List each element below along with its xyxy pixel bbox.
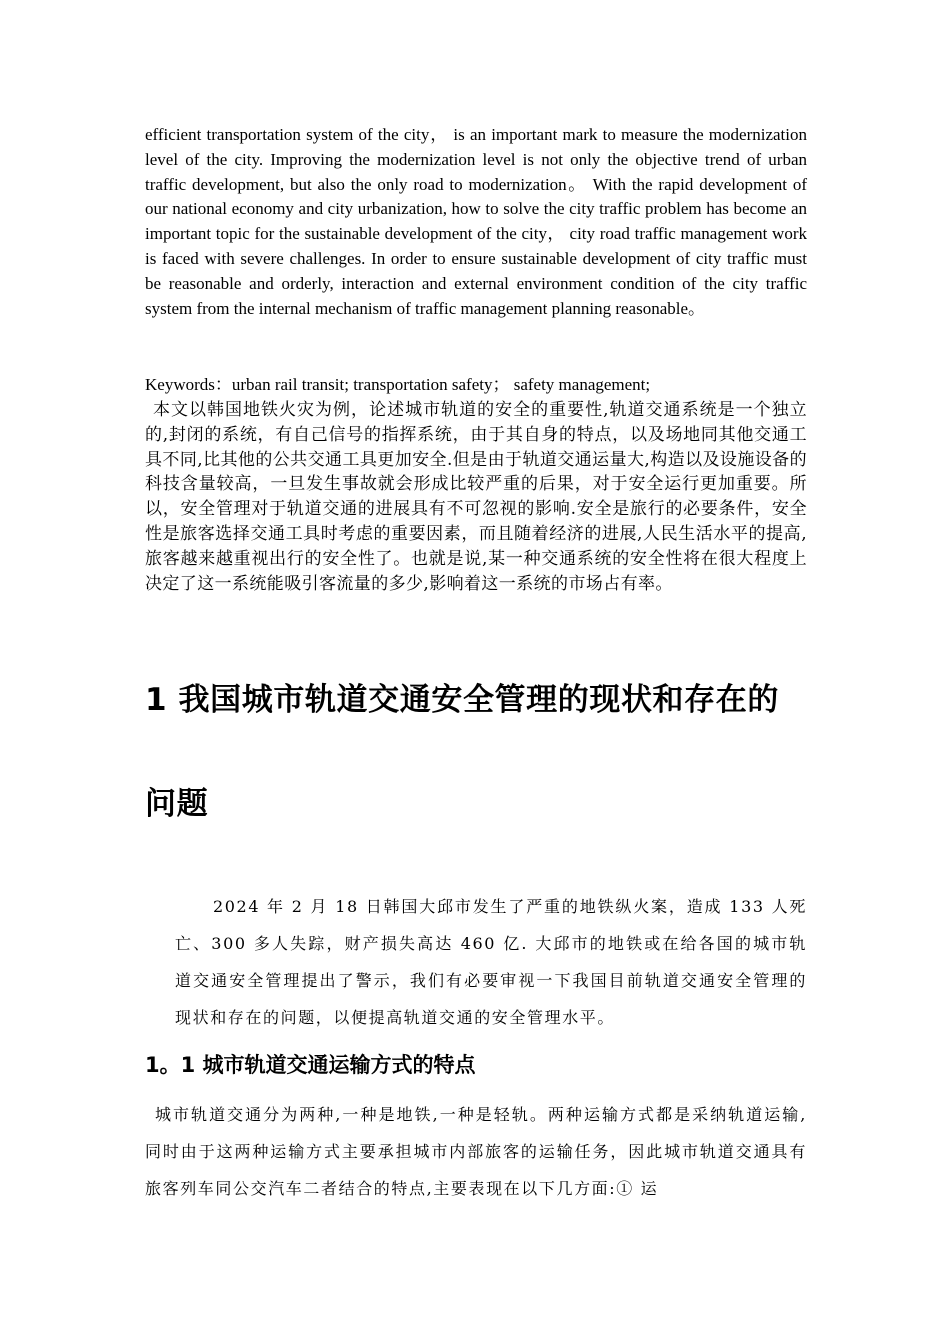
section-1-heading: 1 我国城市轨道交通安全管理的现状和存在的问题	[145, 682, 779, 822]
section-1-paragraph: 2024 年 2 月 18 日韩国大邱市发生了严重的地铁纵火案，造成 133 人死亡、300 多人失踪，财产损失高达 460 亿. 大邱市的地铁或在给各国的城市轨道交通安全管理提出了警示，我们有必要审视一下我国目前轨道交通安全管理的现状和存在的问题，以便提高轨道交通的安全管理水平。	[175, 897, 807, 1027]
section-1-1-heading: 1。1 城市轨道交通运输方式的特点	[145, 1053, 476, 1077]
chinese-introduction: 本文以韩国地铁火灾为例，论述城市轨道的安全的重要性,轨道交通系统是一个独立的,封闭的系统，有自己信号的指挥系统，由于其自身的特点，以及场地同其他交通工具不同,比其他的公共交通工具更加安全.但是由于轨道交通运量大,构造以及设施设备的科技含量较高，一旦发生事故就会形成比较严重的后果，对于安全运行更加重要。所以，安全管理对于轨道交通的进展具有不可忽视的影响.安全是旅行的必要条件，安全性是旅客选择交通工具时考虑的重要因素，而且随着经济的进展,人民生活水平的提高,旅客越来越重视出行的安全性了。也就是说,某一种交通系统的安全性将在很大程度上决定了这一系统能吸引客流量的多少,影响着这一系统的市场占有率。	[145, 400, 807, 594]
english-abstract: efficient transportation system of the city， is an important mark to measure the modernization level of the city. Improving the modernization level is not only the objective trend of urban traffic development, but also the only road to modernization。 With the rapid development of our national economy and city urbanization, how to solve the city traffic problem has become an important topic for the sustainable development of the city， city road traffic management work is faced with severe challenges. In order to ensure sustainable development of city traffic must be reasonable and orderly, interaction and external environment condition of the city traffic system from the internal mechanism of traffic management planning reasonable。	[145, 125, 807, 318]
section-1-1-paragraph: 城市轨道交通分为两种,一种是地铁,一种是轻轨。两种运输方式都是采纳轨道运输,同时由于这两种运输方式主要承担城市内部旅客的运输任务，因此城市轨道交通具有旅客列车同公交汽车二者结合的特点,主要表现在以下几方面:① 运	[145, 1105, 807, 1198]
keywords-line: Keywords：urban rail transit; transportation safety； safety management;	[145, 375, 651, 394]
